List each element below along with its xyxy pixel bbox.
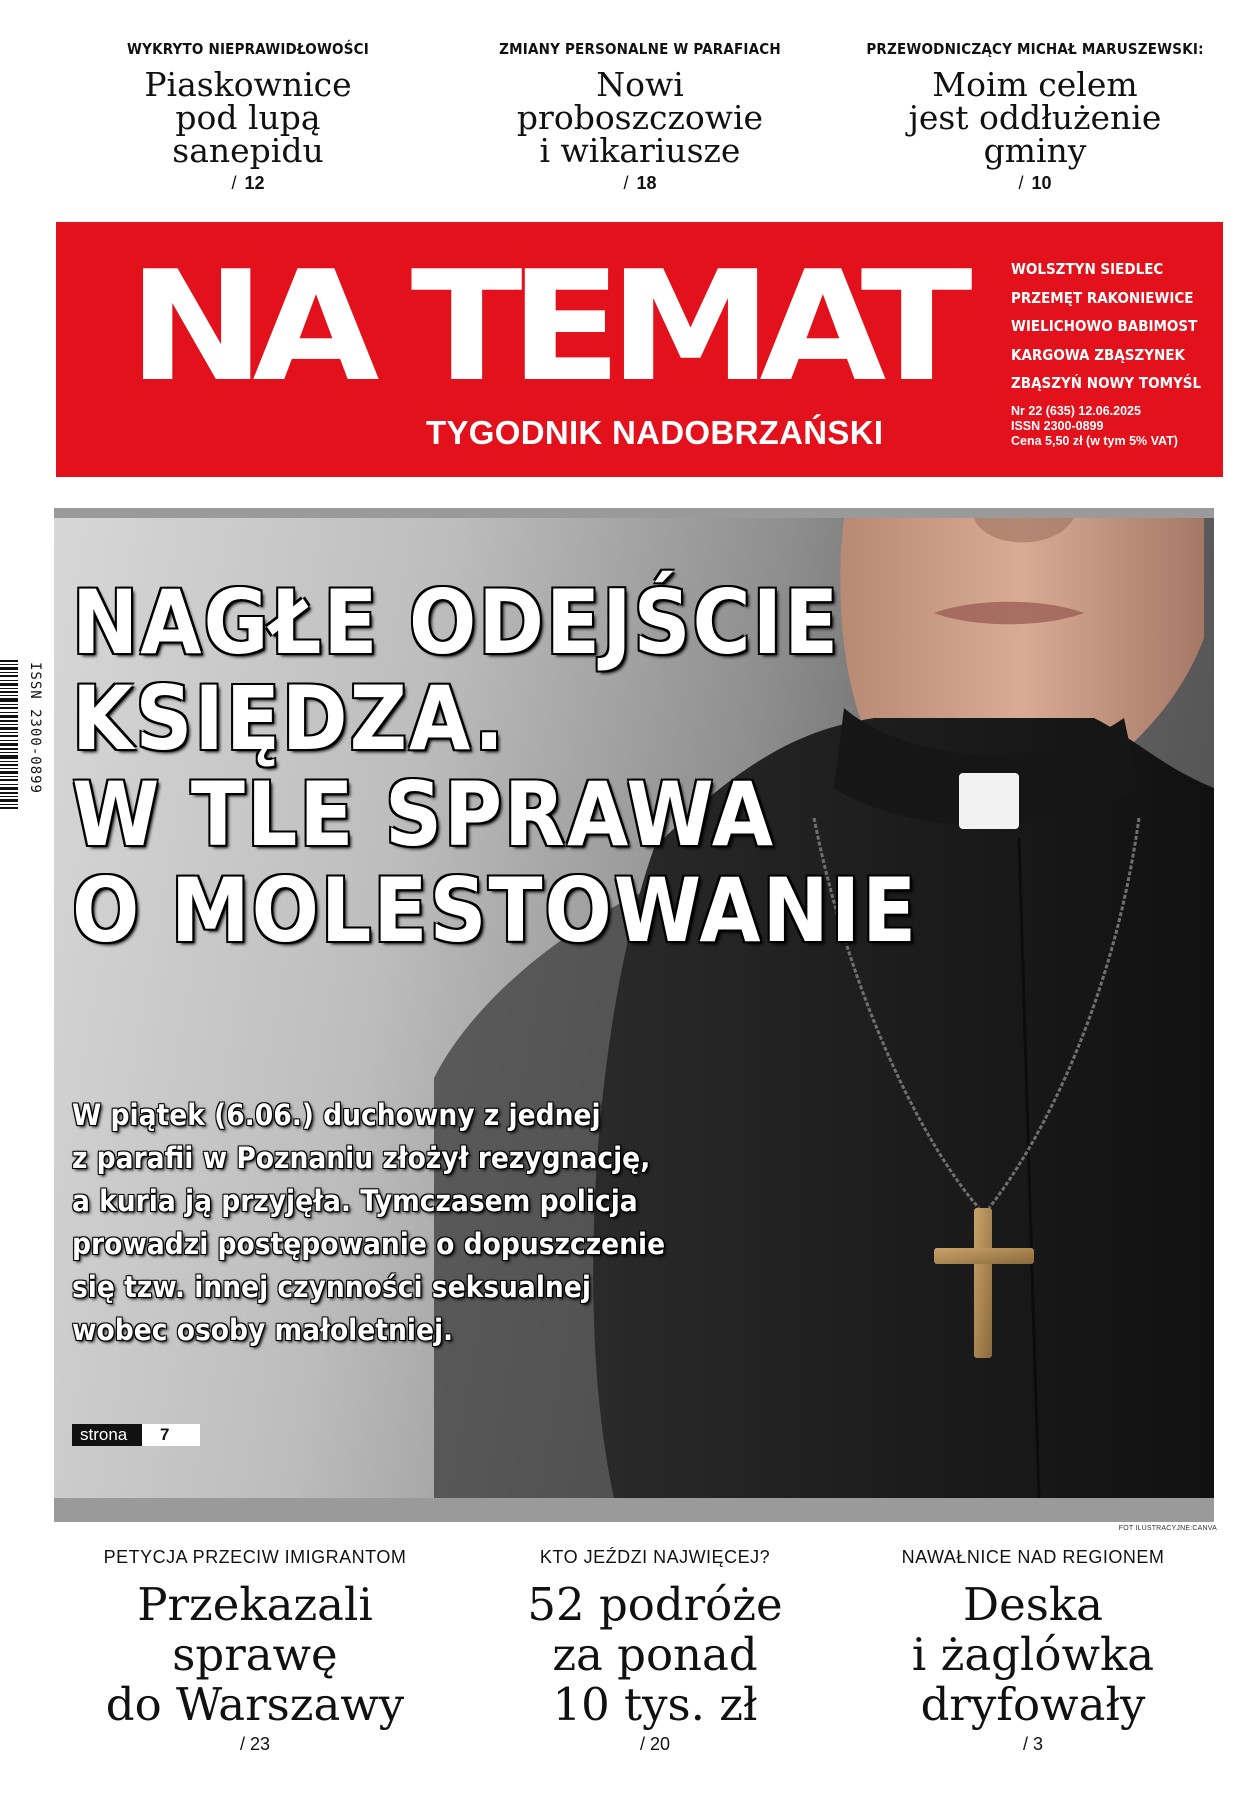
teaser-headline: Deska i żaglówka dryfowały bbox=[911, 1578, 1155, 1731]
headline-line: W TLE SPRAWA bbox=[72, 763, 775, 866]
headline-line: NAGŁE ODEJŚCIE bbox=[72, 571, 841, 674]
bottom-teasers bbox=[0, 1547, 1239, 1777]
teaser-page-ref: / 3 bbox=[1022, 1734, 1043, 1754]
issue-info bbox=[1011, 404, 1178, 449]
teaser-page-number: 18 bbox=[636, 173, 657, 193]
teaser-kicker: PRZEWODNICZĄCY MICHAŁ MARUSZEWSKI: bbox=[866, 40, 1204, 58]
town-row: KARGOWA ZBĄSZYNEK bbox=[1011, 345, 1185, 364]
teaser-kicker: NAWAŁNICE NAD REGIONEM bbox=[901, 1547, 1165, 1567]
masthead-subtitle: TYGODNIK NADOBRZAŃSKI bbox=[426, 414, 884, 451]
teaser-storms[interactable] bbox=[833, 1547, 1233, 1755]
town-row: ZBĄSZYŃ NOWY TOMYŚL bbox=[1011, 374, 1202, 392]
masthead-towns bbox=[1011, 260, 1201, 403]
issue-number: Nr 22 (635) 12.06.2025 bbox=[1011, 404, 1141, 418]
lead-line: W piątek (6.06.) duchowny z jednej bbox=[72, 1098, 601, 1132]
teaser-kicker: PETYCJA PRZECIW IMIGRANTOM bbox=[103, 1547, 407, 1567]
lead-line: się tzw. innej czynności seksualnej bbox=[72, 1270, 591, 1304]
headline-line: KSIĘDZA. bbox=[72, 667, 507, 770]
teaser-debt[interactable] bbox=[855, 40, 1215, 194]
page-tag-label: strona bbox=[72, 1424, 142, 1446]
lead-line: prowadzi postępowanie o dopuszczenie bbox=[72, 1227, 666, 1261]
top-teasers bbox=[0, 40, 1239, 210]
collar-tab bbox=[959, 773, 1019, 829]
lead-line: z parafii w Poznaniu złożył rezygnację, bbox=[72, 1141, 651, 1175]
town-row: WIELICHOWO BABIMOST bbox=[1011, 317, 1198, 335]
issn-number: ISSN 2300-0899 bbox=[1011, 419, 1104, 433]
barcode-issn-text: ISSN 2300-0899 bbox=[27, 661, 43, 794]
town-row: PRZEMĘT RAKONIEWICE bbox=[1011, 288, 1194, 307]
town-row: WOLSZTYN SIEDLEC bbox=[1011, 260, 1164, 278]
headline-line: O MOLESTOWANIE bbox=[72, 859, 919, 962]
teaser-kicker: KTO JEŹDZI NAJWIĘCEJ? bbox=[539, 1547, 771, 1567]
teaser-page-ref: / 20 bbox=[639, 1734, 671, 1754]
lead-line: wobec osoby małoletniej. bbox=[72, 1313, 454, 1347]
teaser-kicker: ZMIANY PERSONALNE W PARAFIACH bbox=[499, 40, 781, 58]
teaser-page-ref: / 18 bbox=[623, 173, 657, 193]
main-page-tag[interactable] bbox=[72, 1424, 200, 1446]
teaser-page-ref: / 12 bbox=[231, 173, 265, 193]
teaser-headline: Nowi proboszczowie i wikariusze bbox=[516, 65, 764, 170]
teaser-kicker: WYKRYTO NIEPRAWIDŁOWOŚCI bbox=[127, 40, 369, 58]
lead-line: a kuria ją przyjęła. Tymczasem policja bbox=[72, 1184, 638, 1218]
masthead bbox=[56, 222, 1223, 477]
teaser-page-number: 12 bbox=[244, 173, 265, 193]
teaser-petition[interactable] bbox=[55, 1547, 455, 1755]
teaser-sandboxes[interactable] bbox=[68, 40, 428, 194]
teaser-page-ref: / 23 bbox=[239, 1734, 271, 1754]
page-tag-number: 7 bbox=[142, 1424, 200, 1446]
teaser-page-ref: / 10 bbox=[1018, 173, 1052, 193]
price: Cena 5,50 zł (w tym 5% VAT) bbox=[1011, 434, 1178, 448]
photo-credit: FOT ILUSTRACYJNE:CANVA bbox=[1118, 1525, 1217, 1532]
main-lead bbox=[72, 1094, 712, 1352]
teaser-headline: Przekazali sprawę do Warszawy bbox=[105, 1578, 405, 1731]
teaser-priests[interactable] bbox=[460, 40, 820, 194]
teaser-page-number: 10 bbox=[1031, 173, 1052, 193]
masthead-logo[interactable]: NA TEMAT bbox=[128, 238, 960, 415]
teaser-headline: 52 podróże za ponad 10 tys. zł bbox=[527, 1578, 783, 1731]
teaser-travels[interactable] bbox=[455, 1547, 855, 1755]
main-headline[interactable] bbox=[72, 571, 919, 962]
teaser-headline: Piaskownice pod lupą sanepidu bbox=[144, 65, 352, 170]
teaser-headline: Moim celem jest oddłużenie gminy bbox=[908, 65, 1162, 170]
